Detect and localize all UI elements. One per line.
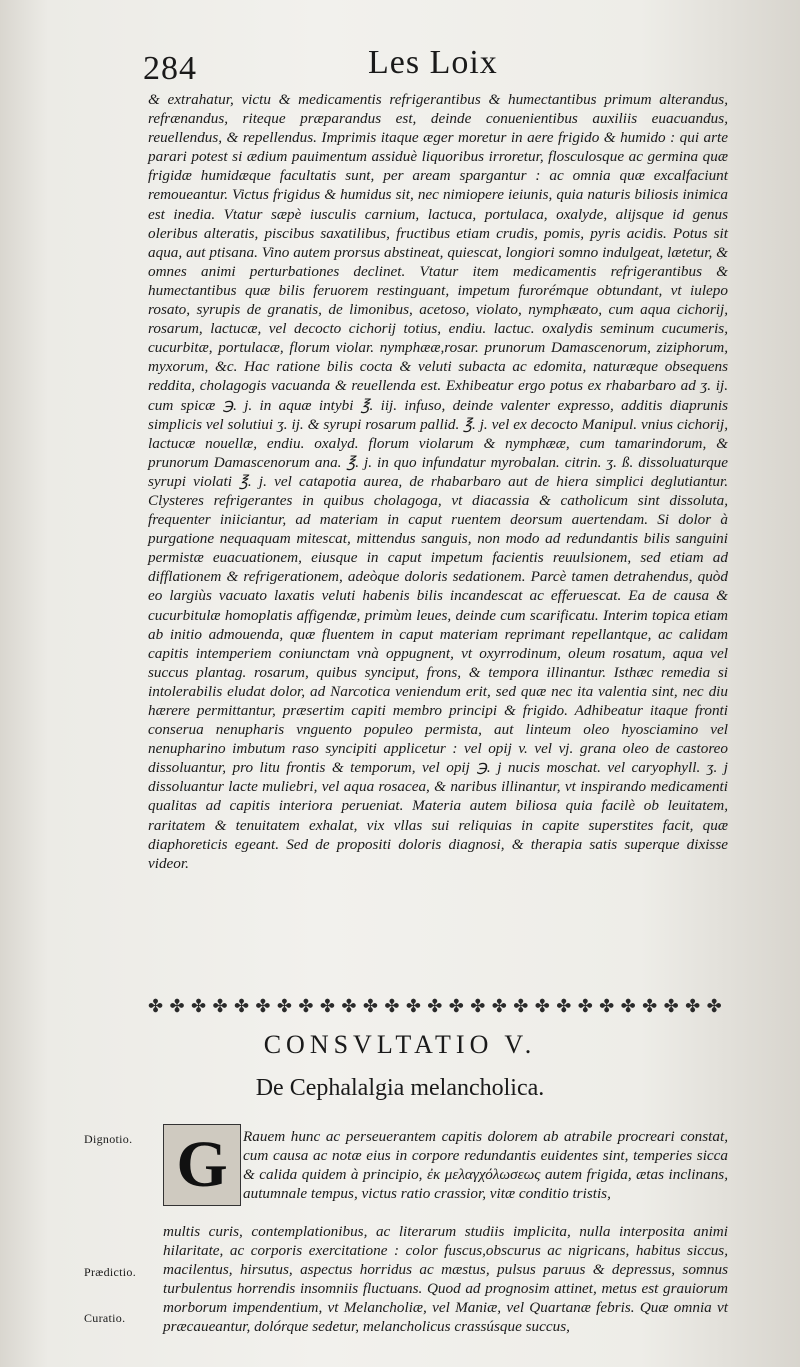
section-body-text-bottom: multis curis, contemplationibus, ac literarum studiis implicita, nulla interposita animi hilaritate, ac corporis exercitatione : color fuscus,obscurus ac nigricans, habitus siccus, macilentus, hirsutus, aspectus horridus ac mæstus, pulsus paruus & depressus, somnus turbulentus horrendis insomniis fluctuans. Quod ad prognosim attinet, metus est grauiorum morborum impendentium, vt Melancholiæ, vel Maniæ, vel Quartanæ febris. Quæ omnia vt præcaueantur, dolórque sedetur, melancholicus crassúsque succus, — [163, 1223, 728, 1336]
section-subtitle: De Cephalalgia melancholica. — [255, 1075, 545, 1101]
section-title: CONSVLTATIO V. — [263, 1030, 537, 1059]
fleuron-icon: ✤ — [513, 995, 529, 1016]
fleuron-icon: ✤ — [663, 995, 679, 1016]
fleuron-icon: ✤ — [212, 995, 228, 1016]
page-header — [0, 40, 800, 90]
page-number: 284 — [143, 50, 197, 87]
fleuron-icon: ✤ — [298, 995, 314, 1016]
fleuron-icon: ✤ — [642, 995, 658, 1016]
section-body-text-top: Rauem hunc ac perseuerantem capitis dolorem ab atrabile procreari constat, cum causa ac notæ eius in corpore redundantis euidentes sint, temperies sicca & calida quidem à principio, ἐκ μελαγχόλωσεως autem frigida, ætas inclinans, autumnale tempus, victus ratio crassior, vitæ conditio tristis, — [243, 1128, 728, 1203]
main-body-text: & extrahatur, victu & medicamentis refrigerantibus & humectantibus primum alterandus, refrænandus, riteque præparandus est, deinde conuenientibus auxiliis euacuandus, reuellendus, & repellendus. Imprimis itaque æger moretur in aere frigido & humido : qui arte parari potest si ædium pauimentum assiduè liquoribus irroretur, flosculosque ac germina quæ frigidæ humidæque facultatis sunt, per aream spargantur : ac omnia quæ excalfaciunt remoueantur. Victus frigidus & humidus sit, nec nimiopere ieiunis, quia naturis biliosis inimica est inedia. Vtatur sæpè iusculis carnium, lactuca, portulaca, oxalyde, alijsque id genus oleribus alteratis, piscibus saxatilibus, fructibus etiam crudis, pomis, pyris acidis. Potus sit aqua, aut ptisana. Vino autem prorsus abstineat, quiescat, longiori somno indulgeat, lætetur, & omnes animi perturbationes declinet. Vtatur item medicamentis refrigerantibus & humectantibus quæ bilis feruorem restinguant, impetum furorémque obtundant, vt iulepo rosato, syrupis de granatis, de limonibus, acetoso, violato, nymphæato, cum aqua cichorij, rosarum, lactucæ, vel decocto cichorij totius, endiu. lactuc. oxalydis seminum cucumeris, cucurbitæ, portulacæ, florum violar. nymphææ,rosar. prunorum Damascenorum, ziziphorum, myxorum, &c. Hac ratione bilis cocta & veluti subacta ac edomita, naturæque obsequens reddita, cholagogis vacuanda & reuellenda est. Exhibeatur ergo potus ex rhabarbaro ad ʒ. ij. cum spicæ ℈. j. in aquæ intybi ℥. iij. infuso, deinde valenter expresso, additis diaprunis simplicis vel solutiui ʒ. ij. & syrupi rosarum pallid. ℥. j. vel ex decocto Manipul. vnius cichorij, lactucæ nouellæ, endiu. oxalyd. florum violarum & nymphææ, cum tamarindorum, & prunorum Damascenorum ana. ℥. j. in quo infundatur myrobalan. citrin. ʒ. ß. dissoluaturque syrupi violati ℥. j. vel catapotia aurea, de rhabarbaro aut de hiera simplici deglutiantur. Clysteres refrigerantes in quibus cholagoga, vt diacassia & catholicum sint dissoluta, frequenter iniiciantur, ad materiam in caput ruentem deorsum auertendam. Si dolor à purgatione nequaquam mitescat, mittendus sanguis, non modo ad redundantis bilis sanguini permistæ euacuationem, eiusque in caput impetum facientis reuulsionem, sed etiam ad difflationem & refrigerationem, adeòque doloris sedationem. Parcè tamen detrahendus, quòd eo largiùs vacuato laxatis veluti habenis bilis incandescat ac efferuescat. Ea de causa & cucurbitulæ homoplatis affigendæ, primùm leues, deinde cum scarificatu. Interim topica etiam ab initio admouenda, quæ fluentem in caput materiam reprimant repellantque, ac calidam capitis intemperiem coniunctam vnà oppugnent, vt oxyrrodinum, oleum rosatum, aqua vel succus plantag. rosarum, quibus synciput, frons, & tempora illinantur. Isthæc remedia si intolerabilis eludat dolor, ad Narcotica veniendum erit, sed quæ nec ita valentia sint, nec diu hærere permittantur, præsertim capiti membro principi & frigido. Adhibeatur itaque fronti conserua nenupharis vnguento populeo permista, aut linteum oleo hyosciamino vel nenupharino imbutum raso syncipiti applicetur : vel opij v. vel vj. grana oleo de castoreo dissoluantur, pro litu frontis & temporum, vel opij ℈. j nucis moschat. vel caryophyll. ʒ. j dissoluantur lacte muliebri, vel aqua rosacea, & naribus illinantur, vt inspirando medicamenti qualitas ad capitis interiora perueniat. Materia autem biliosa quia facilè ob leuitatem, raritatem & tenuitatem exhalat, vix vllas sui reliquias in capite superstites facit, quæ diaphoreticis egeant. Sed de propositi doloris diagnosi, & therapia satis superque dixisse videor. — [148, 91, 728, 872]
fleuron-icon: ✤ — [255, 995, 271, 1016]
ornamental-divider — [148, 994, 722, 1018]
fleuron-icon: ✤ — [362, 995, 378, 1016]
fleuron-icon: ✤ — [169, 995, 185, 1016]
fleuron-icon: ✤ — [233, 995, 250, 1016]
fleuron-icon: ✤ — [319, 995, 335, 1016]
fleuron-icon: ✤ — [685, 995, 701, 1016]
decorated-initial-letter: G — [163, 1124, 241, 1206]
fleuron-icon: ✤ — [599, 995, 615, 1016]
fleuron-icon: ✤ — [556, 995, 572, 1016]
fleuron-icon: ✤ — [577, 995, 593, 1016]
fleuron-icon: ✤ — [491, 995, 507, 1016]
margin-note-dignotio: Dignotio. — [84, 1132, 133, 1146]
margin-note-curatio: Curatio. — [84, 1311, 126, 1325]
fleuron-icon: ✤ — [620, 995, 636, 1016]
running-title: Les Loix — [368, 44, 498, 81]
fleuron-icon: ✤ — [706, 995, 722, 1016]
fleuron-icon: ✤ — [405, 995, 421, 1016]
fleuron-icon: ✤ — [534, 995, 550, 1016]
fleuron-icon: ✤ — [448, 995, 464, 1016]
fleuron-icon: ✤ — [384, 995, 400, 1016]
fleuron-icon: ✤ — [427, 995, 443, 1016]
fleuron-icon: ✤ — [341, 995, 357, 1016]
fleuron-icon: ✤ — [148, 995, 164, 1016]
fleuron-icon: ✤ — [190, 995, 207, 1016]
fleuron-icon: ✤ — [470, 995, 486, 1016]
fleuron-icon: ✤ — [276, 995, 292, 1016]
margin-note-praedictio: Prædictio. — [84, 1265, 137, 1279]
